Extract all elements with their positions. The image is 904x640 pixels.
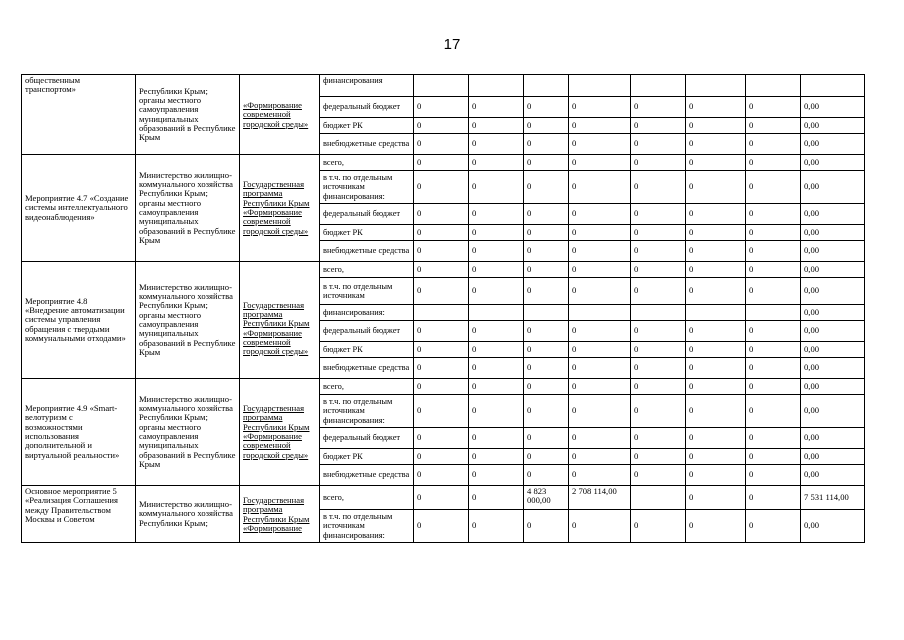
value-cell: 0: [414, 486, 469, 510]
value-cell: 0: [746, 225, 801, 241]
total-cell: 7 531 114,00: [801, 486, 865, 510]
value-cell: 0: [686, 134, 746, 155]
value-cell: 0: [414, 118, 469, 134]
value-cell: 0: [746, 449, 801, 465]
value-cell: 0: [631, 171, 686, 204]
value-cell: 0: [569, 465, 631, 486]
value-cell: [414, 75, 469, 97]
source-cell: внебюджетные средства: [320, 465, 414, 486]
value-cell: 0: [569, 97, 631, 118]
value-cell: 0: [631, 321, 686, 342]
page-number: 17: [443, 36, 461, 53]
value-cell: 0: [469, 118, 524, 134]
value-cell: 0: [524, 171, 569, 204]
total-cell: 0,00: [801, 379, 865, 395]
source-cell: бюджет РК: [320, 342, 414, 358]
value-cell: 0: [631, 449, 686, 465]
value-cell: 0: [524, 118, 569, 134]
value-cell: 0: [746, 134, 801, 155]
total-cell: 0,00: [801, 428, 865, 449]
value-cell: 0: [746, 342, 801, 358]
value-cell: 0: [524, 428, 569, 449]
value-cell: 0: [414, 225, 469, 241]
executor-cell: Министерство жилищно-коммунального хозяйства Республики Крым;: [136, 486, 240, 543]
value-cell: 0: [686, 379, 746, 395]
value-cell: [569, 75, 631, 97]
value-cell: 0: [414, 449, 469, 465]
value-cell: 0: [746, 358, 801, 379]
value-cell: [746, 75, 801, 97]
total-cell: 0,00: [801, 225, 865, 241]
source-cell: федеральный бюджет: [320, 428, 414, 449]
program-link[interactable]: «Формирование современной городской среды»: [240, 75, 320, 155]
total-cell: 0,00: [801, 97, 865, 118]
value-cell: 0: [569, 204, 631, 225]
value-cell: 0: [469, 241, 524, 262]
value-cell: 0: [686, 342, 746, 358]
total-cell: 0,00: [801, 134, 865, 155]
source-cell: финансирования:: [320, 305, 414, 321]
total-cell: 0,00: [801, 358, 865, 379]
value-cell: 0: [524, 225, 569, 241]
event-cell: Основное мероприятие 5 «Реализация Соглашения между Правительством Москвы и Советом: [22, 486, 136, 543]
value-cell: 0: [686, 118, 746, 134]
value-cell: 0: [524, 465, 569, 486]
value-cell: 0: [686, 204, 746, 225]
value-cell: 0: [746, 97, 801, 118]
value-cell: 0: [569, 510, 631, 543]
value-text: 4 823 000,00: [527, 486, 551, 506]
value-cell: 0: [569, 262, 631, 278]
program-link[interactable]: Государственная программа Республики Крым «Формирование современной городской среды»: [240, 155, 320, 262]
value-cell: 0: [686, 155, 746, 171]
value-cell: 0: [631, 262, 686, 278]
value-cell: 0: [569, 118, 631, 134]
value-cell: [524, 75, 569, 97]
total-cell: 0,00: [801, 342, 865, 358]
value-cell: 0: [686, 321, 746, 342]
value-cell: 0: [746, 241, 801, 262]
value-cell: [631, 305, 686, 321]
value-cell: 0: [569, 225, 631, 241]
total-cell: 0,00: [801, 241, 865, 262]
value-cell: 0: [524, 262, 569, 278]
value-cell: 0: [686, 510, 746, 543]
value-cell: 0: [414, 428, 469, 449]
value-cell: 0: [686, 395, 746, 428]
value-cell: 0: [469, 510, 524, 543]
value-cell: 0: [686, 97, 746, 118]
value-cell: 0: [686, 449, 746, 465]
value-cell: 0: [686, 465, 746, 486]
value-cell: 0: [631, 278, 686, 305]
value-cell: 0: [746, 171, 801, 204]
value-cell: 0: [686, 241, 746, 262]
value-cell: 0: [746, 486, 801, 510]
source-cell: федеральный бюджет: [320, 204, 414, 225]
value-cell: 0: [414, 241, 469, 262]
value-cell: 0: [524, 241, 569, 262]
value-cell: 0: [524, 204, 569, 225]
source-cell: всего,: [320, 486, 414, 510]
source-cell: всего,: [320, 262, 414, 278]
source-cell: бюджет РК: [320, 449, 414, 465]
value-cell: 0: [569, 342, 631, 358]
value-cell: [686, 305, 746, 321]
event-cell: общественным транспортом»: [22, 75, 136, 155]
value-cell: 0: [631, 379, 686, 395]
total-cell: 0,00: [801, 204, 865, 225]
value-cell: [414, 305, 469, 321]
value-cell: 0: [414, 171, 469, 204]
value-cell: 0: [469, 428, 524, 449]
executor-cell: Республики Крым; органы местного самоуправления муниципальных образований в Республике Крым: [136, 75, 240, 155]
total-cell: 0,00: [801, 262, 865, 278]
value-cell: [631, 75, 686, 97]
budget-table: [21, 74, 865, 543]
event-cell: Мероприятие 4.8 «Внедрение автоматизации системы управления обращения с твердыми коммунальными отходами»: [22, 262, 136, 379]
value-cell: 0: [524, 321, 569, 342]
table-row: [22, 75, 865, 97]
value-cell: 0: [469, 97, 524, 118]
value-cell: 0: [469, 486, 524, 510]
value-cell: 0: [469, 278, 524, 305]
value-cell: 0: [569, 155, 631, 171]
value-cell: 0: [469, 465, 524, 486]
table-row: [22, 379, 865, 395]
value-cell: [524, 486, 569, 510]
source-cell: бюджет РК: [320, 225, 414, 241]
value-cell: 0: [469, 204, 524, 225]
total-cell: 0,00: [801, 155, 865, 171]
program-link[interactable]: Государственная программа Республики Крым «Формирование современной городской среды»: [240, 379, 320, 486]
value-cell: 0: [414, 155, 469, 171]
value-cell: 0: [414, 395, 469, 428]
value-cell: 0: [469, 379, 524, 395]
value-cell: 0: [631, 204, 686, 225]
total-cell: 0,00: [801, 510, 865, 543]
value-cell: 0: [524, 97, 569, 118]
value-text: 2 708 114,00: [572, 486, 617, 496]
value-cell: 0: [631, 118, 686, 134]
value-cell: 0: [414, 134, 469, 155]
source-cell: всего,: [320, 155, 414, 171]
value-cell: 0: [746, 428, 801, 449]
value-cell: 0: [569, 358, 631, 379]
value-cell: 0: [569, 134, 631, 155]
program-link[interactable]: Государственная программа Республики Крым «Формирование: [240, 486, 320, 543]
source-cell: в т.ч. по отдельным источникам: [320, 278, 414, 305]
value-cell: 0: [414, 465, 469, 486]
value-cell: 0: [569, 278, 631, 305]
value-cell: 0: [746, 379, 801, 395]
source-cell: всего,: [320, 379, 414, 395]
value-cell: [569, 486, 631, 510]
value-cell: 0: [746, 510, 801, 543]
value-cell: [686, 75, 746, 97]
source-cell: федеральный бюджет: [320, 321, 414, 342]
value-cell: 0: [524, 155, 569, 171]
value-cell: [524, 305, 569, 321]
value-cell: 0: [631, 134, 686, 155]
value-cell: 0: [414, 321, 469, 342]
table-row: [22, 262, 865, 278]
value-cell: 0: [569, 171, 631, 204]
value-cell: 0: [631, 342, 686, 358]
value-cell: 0: [469, 262, 524, 278]
executor-cell: Министерство жилищно-коммунального хозяйства Республики Крым; органы местного самоуправления муниципальных образований в Республике Крым: [136, 379, 240, 486]
value-cell: 0: [524, 358, 569, 379]
source-cell: в т.ч. по отдельным источникам финансирования:: [320, 395, 414, 428]
value-cell: 0: [469, 449, 524, 465]
value-cell: 0: [686, 358, 746, 379]
value-cell: 0: [469, 171, 524, 204]
source-cell: бюджет РК: [320, 118, 414, 134]
event-cell: Мероприятие 4.9 «Smart-велотуризм с возможностями использования дополнительной и виртуальной реальности»: [22, 379, 136, 486]
value-cell: 0: [524, 510, 569, 543]
value-cell: 0: [524, 278, 569, 305]
value-cell: 0: [414, 278, 469, 305]
value-cell: 0: [414, 342, 469, 358]
value-cell: 0: [414, 204, 469, 225]
value-cell: 0: [746, 278, 801, 305]
value-cell: [569, 305, 631, 321]
total-cell: 0,00: [801, 118, 865, 134]
value-cell: 0: [524, 134, 569, 155]
value-cell: 0: [414, 262, 469, 278]
value-cell: 0: [414, 379, 469, 395]
value-cell: 0: [631, 155, 686, 171]
table-row: [22, 155, 865, 171]
value-cell: 0: [469, 358, 524, 379]
value-cell: 0: [746, 118, 801, 134]
source-cell: внебюджетные средства: [320, 241, 414, 262]
value-cell: 0: [746, 155, 801, 171]
event-cell: Мероприятие 4.7 «Создание системы интеллектуального видеонаблюдения»: [22, 155, 136, 262]
executor-cell: Министерство жилищно-коммунального хозяйства Республики Крым; органы местного самоуправления муниципальных образований в Республике Крым: [136, 262, 240, 379]
value-cell: 0: [686, 278, 746, 305]
total-cell: 0,00: [801, 305, 865, 321]
source-cell: внебюджетные средства: [320, 358, 414, 379]
total-cell: 0,00: [801, 278, 865, 305]
total-cell: 0,00: [801, 321, 865, 342]
source-cell: в т.ч. по отдельным источникам финансирования:: [320, 510, 414, 543]
value-cell: 0: [631, 241, 686, 262]
value-cell: 0: [524, 449, 569, 465]
total-cell: 0,00: [801, 171, 865, 204]
value-cell: 0: [469, 321, 524, 342]
value-cell: 0: [686, 428, 746, 449]
value-cell: 0: [746, 321, 801, 342]
value-cell: 0: [631, 225, 686, 241]
value-cell: 0: [569, 428, 631, 449]
table-row: [22, 486, 865, 510]
value-cell: 0: [631, 465, 686, 486]
value-cell: 0: [414, 510, 469, 543]
source-cell: в т.ч. по отдельным источникам финансирования:: [320, 171, 414, 204]
value-cell: 0: [569, 379, 631, 395]
value-cell: 0: [686, 262, 746, 278]
value-cell: 0: [469, 225, 524, 241]
value-cell: [469, 75, 524, 97]
value-cell: 0: [746, 262, 801, 278]
value-cell: 0: [569, 321, 631, 342]
source-cell: финансирования: [320, 75, 414, 97]
value-cell: 0: [469, 155, 524, 171]
value-cell: 0: [746, 465, 801, 486]
value-cell: 0: [414, 358, 469, 379]
total-cell: 0,00: [801, 449, 865, 465]
value-cell: 0: [569, 241, 631, 262]
value-cell: 0: [686, 225, 746, 241]
value-cell: 0: [414, 97, 469, 118]
value-cell: 0: [524, 379, 569, 395]
value-cell: [469, 305, 524, 321]
value-cell: 0: [469, 134, 524, 155]
value-cell: [631, 486, 686, 510]
total-cell: [801, 75, 865, 97]
source-cell: федеральный бюджет: [320, 97, 414, 118]
value-cell: 0: [631, 510, 686, 543]
value-cell: 0: [686, 171, 746, 204]
value-cell: 0: [746, 395, 801, 428]
value-cell: 0: [631, 358, 686, 379]
value-cell: 0: [631, 428, 686, 449]
total-cell: 0,00: [801, 465, 865, 486]
value-cell: 0: [631, 395, 686, 428]
value-cell: 0: [524, 395, 569, 428]
total-cell: 0,00: [801, 395, 865, 428]
value-cell: [746, 305, 801, 321]
value-cell: 0: [469, 395, 524, 428]
value-cell: 0: [569, 395, 631, 428]
executor-cell: Министерство жилищно-коммунального хозяйства Республики Крым; органы местного самоуправления муниципальных образований в Республике Крым: [136, 155, 240, 262]
program-link[interactable]: Государственная программа Республики Крым «Формирование современной городской среды»: [240, 262, 320, 379]
source-cell: внебюджетные средства: [320, 134, 414, 155]
value-cell: 0: [524, 342, 569, 358]
value-cell: 0: [469, 342, 524, 358]
value-cell: 0: [746, 204, 801, 225]
value-cell: 0: [631, 97, 686, 118]
value-cell: 0: [569, 449, 631, 465]
value-cell: 0: [686, 486, 746, 510]
